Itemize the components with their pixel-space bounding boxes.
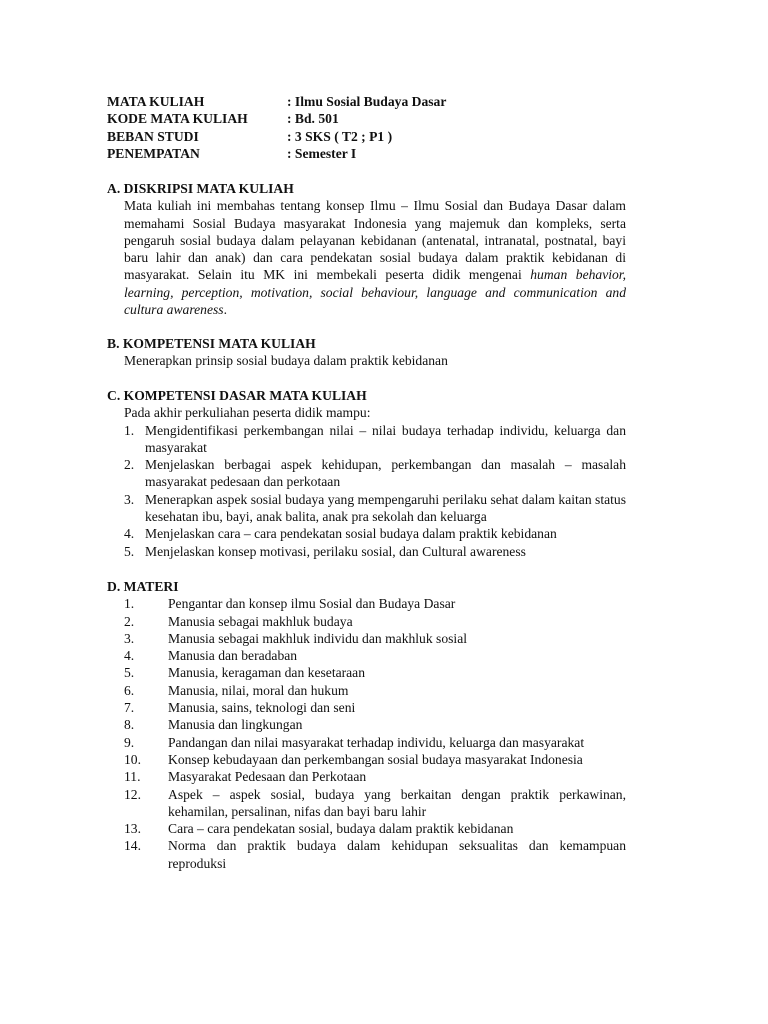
section-title: D. MATERI — [107, 579, 179, 594]
item-number: 3. — [124, 630, 135, 646]
list-item — [124, 543, 626, 560]
section-body — [107, 352, 626, 369]
competency-text: Menerapkan prinsip sosial budaya dalam praktik kebidanan — [124, 353, 448, 369]
list-item — [124, 613, 626, 630]
item-text: Manusia, keragaman dan kesetaraan — [168, 665, 366, 681]
item-text: Konsep kebudayaan dan perkembangan sosial budaya masyarakat Indonesia — [168, 751, 583, 767]
item-number: 4. — [124, 526, 135, 542]
item-number: 7. — [124, 700, 135, 716]
list-item — [124, 682, 626, 699]
item-text: Aspek – aspek sosial, budaya yang berkaitan dengan praktik perkawinan, kehamilan, persalinan, nifas dan bayi baru lahir — [168, 786, 626, 819]
item-text: Manusia sebagai makhluk individu dan makhluk sosial — [168, 630, 468, 646]
list-item — [124, 751, 626, 768]
section-title: A. DISKRIPSI MATA KULIAH — [107, 181, 294, 196]
item-number: 8. — [124, 717, 135, 733]
section-body — [107, 404, 626, 560]
item-number: 5. — [124, 665, 135, 681]
header-value: : Bd. 501 — [287, 111, 339, 127]
description-end: . — [223, 302, 227, 318]
list-intro: Pada akhir perkuliahan peserta didik mampu: — [124, 405, 371, 421]
header-row-credits — [107, 128, 446, 145]
item-number: 6. — [124, 682, 135, 698]
header-row-code — [107, 110, 446, 127]
header-label: MATA KULIAH — [107, 94, 205, 109]
item-number: 13. — [124, 821, 141, 837]
item-text: Menjelaskan berbagai aspek kehidupan, perkembangan dan masalah – masalah masyarakat pedesaan dan perkotaan — [145, 457, 626, 490]
section-description — [107, 180, 626, 318]
header-label: BEBAN STUDI — [107, 128, 199, 144]
list-item — [124, 786, 626, 821]
list-item — [124, 491, 626, 526]
item-text: Menjelaskan konsep motivasi, perilaku sosial, dan Cultural awareness — [145, 543, 526, 559]
list-item — [124, 595, 626, 612]
header-value: : Semester I — [287, 145, 357, 161]
list-item — [124, 422, 626, 457]
description-paragraph — [124, 197, 626, 318]
item-number: 4. — [124, 648, 135, 664]
section-basic-competency — [107, 387, 626, 560]
item-number: 9. — [124, 734, 135, 750]
item-text: Manusia dan lingkungan — [168, 717, 303, 733]
competency-list — [124, 422, 626, 560]
section-body — [107, 197, 626, 318]
item-number: 3. — [124, 491, 135, 507]
item-number: 12. — [124, 786, 141, 802]
list-item — [124, 768, 626, 785]
item-text: Manusia, nilai, moral dan hukum — [168, 682, 349, 698]
list-item — [124, 699, 626, 716]
item-text: Manusia sebagai makhluk budaya — [168, 613, 353, 629]
course-header — [107, 93, 446, 162]
section-body — [107, 595, 626, 872]
item-text: Masyarakat Pedesaan dan Perkotaan — [168, 769, 367, 785]
list-item — [124, 837, 626, 872]
item-number: 1. — [124, 596, 135, 612]
item-number: 1. — [124, 422, 135, 438]
section-materials — [107, 578, 626, 872]
list-item — [124, 820, 626, 837]
section-competency — [107, 335, 626, 370]
item-text: Menjelaskan cara – cara pendekatan sosial budaya dalam praktik kebidanan — [145, 526, 557, 542]
item-number: 2. — [124, 613, 135, 629]
item-text: Manusia dan beradaban — [168, 648, 298, 664]
item-number: 10. — [124, 751, 141, 767]
materials-list — [124, 595, 626, 872]
list-item — [124, 525, 626, 542]
header-label: KODE MATA KULIAH — [107, 111, 248, 127]
description-italic-text: human behavior, learning, perception, motivation, social behaviour, language and communication and cultura awareness — [124, 267, 626, 318]
header-value: : Ilmu Sosial Budaya Dasar — [287, 94, 447, 109]
list-item — [124, 630, 626, 647]
description-text: Mata kuliah ini membahas tentang konsep Ilmu – Ilmu Sosial dan Budaya Dasar dalam memahami Sosial Budaya masyarakat Indonesia yang majemuk dan kompleks, serta pengaruh sosial budaya dalam pelayanan kebidanan (antenatal, intranatal, postnatal, bayi baru lahir dan anak) dan cara pendekatan sosial budaya dalam praktik kebidanan di masyarakat. Selain itu MK ini membekali peserta didik mengenai — [124, 198, 626, 283]
item-text: Cara – cara pendekatan sosial, budaya dalam praktik kebidanan — [168, 821, 514, 837]
list-item — [124, 456, 626, 491]
list-item — [124, 716, 626, 733]
item-number: 11. — [124, 769, 141, 785]
item-text: Mengidentifikasi perkembangan nilai – nilai budaya terhadap individu, keluarga dan masyarakat — [145, 422, 626, 455]
section-title: C. KOMPETENSI DASAR MATA KULIAH — [107, 388, 367, 403]
item-text: Pandangan dan nilai masyarakat terhadap individu, keluarga dan masyarakat — [168, 734, 585, 750]
item-number: 2. — [124, 457, 135, 473]
header-row-placement — [107, 145, 446, 162]
item-number: 5. — [124, 543, 135, 559]
list-item — [124, 664, 626, 681]
item-number: 14. — [124, 838, 141, 854]
list-item — [124, 734, 626, 751]
header-value: : 3 SKS ( T2 ; P1 ) — [287, 128, 393, 144]
item-text: Menerapkan aspek sosial budaya yang mempengaruhi perilaku sehat dalam kaitan status kesehatan ibu, bayi, anak balita, anak pra sekolah dan keluarga — [145, 491, 626, 525]
section-title: B. KOMPETENSI MATA KULIAH — [107, 336, 316, 351]
item-text: Norma dan praktik budaya dalam kehidupan seksualitas dan kemampuan reproduksi — [168, 838, 626, 871]
item-text: Manusia, sains, teknologi dan seni — [168, 700, 356, 716]
item-text: Pengantar dan konsep ilmu Sosial dan Budaya Dasar — [168, 596, 456, 612]
header-row-course — [107, 93, 446, 110]
header-label: PENEMPATAN — [107, 145, 200, 161]
list-item — [124, 647, 626, 664]
